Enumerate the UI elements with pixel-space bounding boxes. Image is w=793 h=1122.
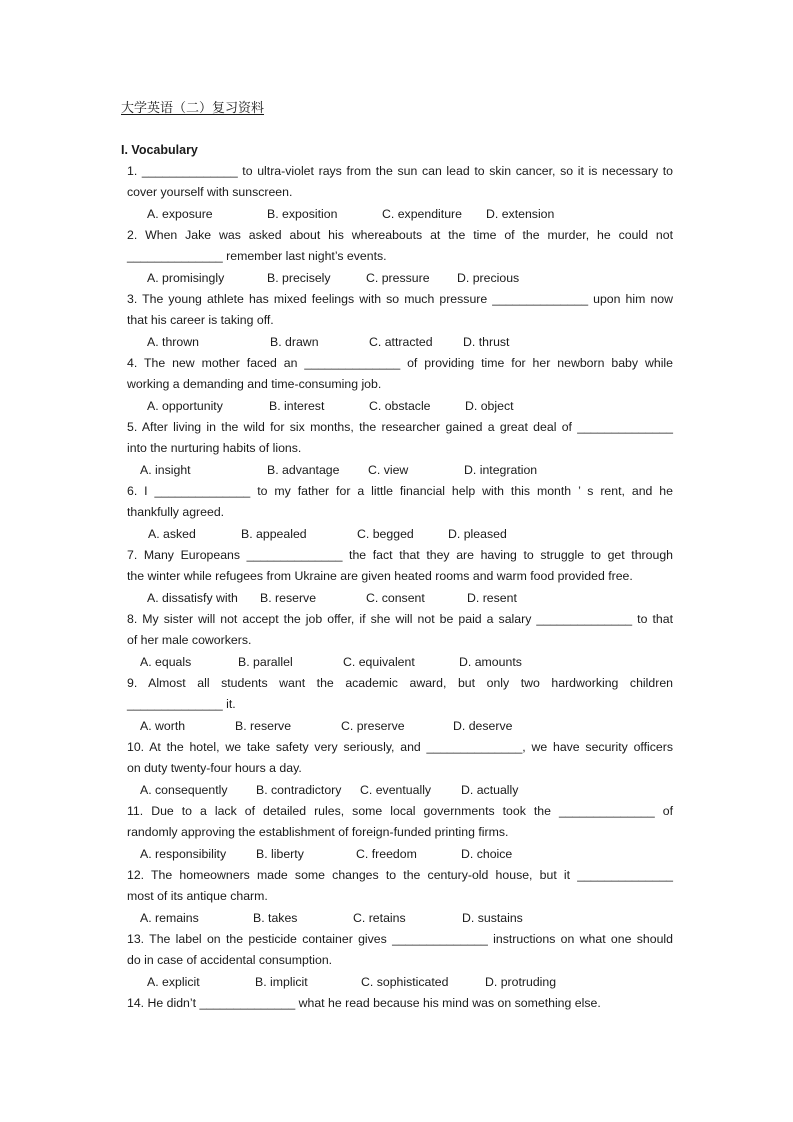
option-b: B. takes: [253, 911, 298, 925]
question-13-stem: 13. The label on the pesticide container gives ______________ instructions on what one should: [127, 932, 673, 946]
option-a: A. consequently: [140, 783, 228, 797]
option-a: A. explicit: [147, 975, 200, 989]
option-b: B. liberty: [256, 847, 304, 861]
question-6-stem-cont: thankfully agreed.: [127, 505, 225, 519]
option-a: A. promisingly: [147, 271, 225, 285]
option-a: A. worth: [140, 719, 186, 733]
option-d: D. object: [465, 399, 514, 413]
option-d: D. pleased: [448, 527, 507, 541]
question-7-stem-cont: the winter while refugees from Ukraine are given heated rooms and warm food provided free.: [127, 569, 633, 583]
option-a: A. insight: [140, 463, 191, 477]
section-title-vocabulary: I. Vocabulary: [121, 143, 198, 157]
option-d: D. actually: [461, 783, 519, 797]
question-8-stem: 8. My sister will not accept the job offer, if she will not be paid a salary ______________ to that: [127, 612, 673, 626]
question-4-stem: 4. The new mother faced an ______________ of providing time for her newborn baby while: [127, 356, 673, 370]
option-d: D. amounts: [459, 655, 522, 669]
option-d: D. integration: [464, 463, 538, 477]
option-c: C. consent: [366, 591, 425, 605]
option-b: B. implicit: [255, 975, 308, 989]
option-c: C. view: [368, 463, 409, 477]
option-b: B. parallel: [238, 655, 293, 669]
question-4-stem-cont: working a demanding and time-consuming job.: [127, 377, 382, 391]
option-a: A. responsibility: [140, 847, 227, 861]
option-d: D. sustains: [462, 911, 523, 925]
option-c: C. obstacle: [369, 399, 431, 413]
option-d: D. deserve: [453, 719, 513, 733]
option-d: D. choice: [461, 847, 513, 861]
option-c: C. eventually: [360, 783, 432, 797]
option-a: A. exposure: [147, 207, 213, 221]
question-8-stem-cont: of her male coworkers.: [127, 633, 252, 647]
option-a: A. dissatisfy with: [147, 591, 238, 605]
option-d: D. extension: [486, 207, 555, 221]
question-7-stem: 7. Many Europeans ______________ the fact that they are having to struggle to get through: [127, 548, 673, 562]
option-b: B. reserve: [260, 591, 317, 605]
question-10-stem: 10. At the hotel, we take safety very seriously, and ______________, we have security officers: [127, 740, 673, 754]
option-d: D. thrust: [463, 335, 510, 349]
option-c: C. freedom: [356, 847, 417, 861]
question-10-stem-cont: on duty twenty-four hours a day.: [127, 761, 302, 775]
option-c: C. pressure: [366, 271, 430, 285]
question-11-stem-cont: randomly approving the establishment of foreign-funded printing firms.: [127, 825, 509, 839]
option-d: D. protruding: [485, 975, 557, 989]
option-a: A. asked: [148, 527, 196, 541]
option-d: D. resent: [467, 591, 517, 605]
option-b: B. drawn: [270, 335, 319, 349]
option-d: D. precious: [457, 271, 520, 285]
question-2-stem-cont: ______________ remember last night’s events.: [127, 249, 387, 263]
option-b: B. contradictory: [256, 783, 342, 797]
question-1-stem-cont: cover yourself with sunscreen.: [127, 185, 293, 199]
document-title: 大学英语（二）复习资料: [121, 101, 265, 116]
question-12-stem: 12. The homeowners made some changes to the century-old house, but it ______________: [127, 868, 673, 882]
option-a: A. equals: [140, 655, 192, 669]
option-a: A. thrown: [147, 335, 199, 349]
option-c: C. preserve: [341, 719, 405, 733]
option-b: B. precisely: [267, 271, 331, 285]
question-3-stem-cont: that his career is taking off.: [127, 313, 274, 327]
option-c: C. expenditure: [382, 207, 462, 221]
option-c: C. equivalent: [343, 655, 415, 669]
option-c: C. sophisticated: [361, 975, 449, 989]
option-a: A. remains: [140, 911, 199, 925]
question-12-stem-cont: most of its antique charm.: [127, 889, 268, 903]
question-3-stem: 3. The young athlete has mixed feelings with so much pressure ______________ upon him now: [127, 292, 673, 306]
question-13-stem-cont: do in case of accidental consumption.: [127, 953, 333, 967]
question-9-stem: 9. Almost all students want the academic award, but only two hardworking children: [127, 676, 673, 690]
question-5-stem-cont: into the nurturing habits of lions.: [127, 441, 302, 455]
question-5-stem: 5. After living in the wild for six months, the researcher gained a great deal of ______________: [127, 420, 673, 434]
option-c: C. retains: [353, 911, 406, 925]
question-9-stem-cont: ______________ it.: [127, 697, 236, 711]
option-b: B. advantage: [267, 463, 340, 477]
option-b: B. appealed: [241, 527, 307, 541]
option-a: A. opportunity: [147, 399, 223, 413]
option-c: C. begged: [357, 527, 414, 541]
question-1-stem: 1. ______________ to ultra-violet rays from the sun can lead to skin cancer, so it is necessary to: [127, 164, 673, 178]
option-b: B. interest: [269, 399, 325, 413]
option-b: B. reserve: [235, 719, 292, 733]
option-c: C. attracted: [369, 335, 433, 349]
question-11-stem: 11. Due to a lack of detailed rules, some local governments took the ______________ of: [127, 804, 673, 818]
question-2-stem: 2. When Jake was asked about his whereabouts at the time of the murder, he could not: [127, 228, 673, 242]
option-b: B. exposition: [267, 207, 338, 221]
question-6-stem: 6. I ______________ to my father for a little financial help with this month ’ s rent, and he: [127, 484, 673, 498]
question-14-stem: 14. He didn’t ______________ what he read because his mind was on something else.: [127, 996, 601, 1010]
